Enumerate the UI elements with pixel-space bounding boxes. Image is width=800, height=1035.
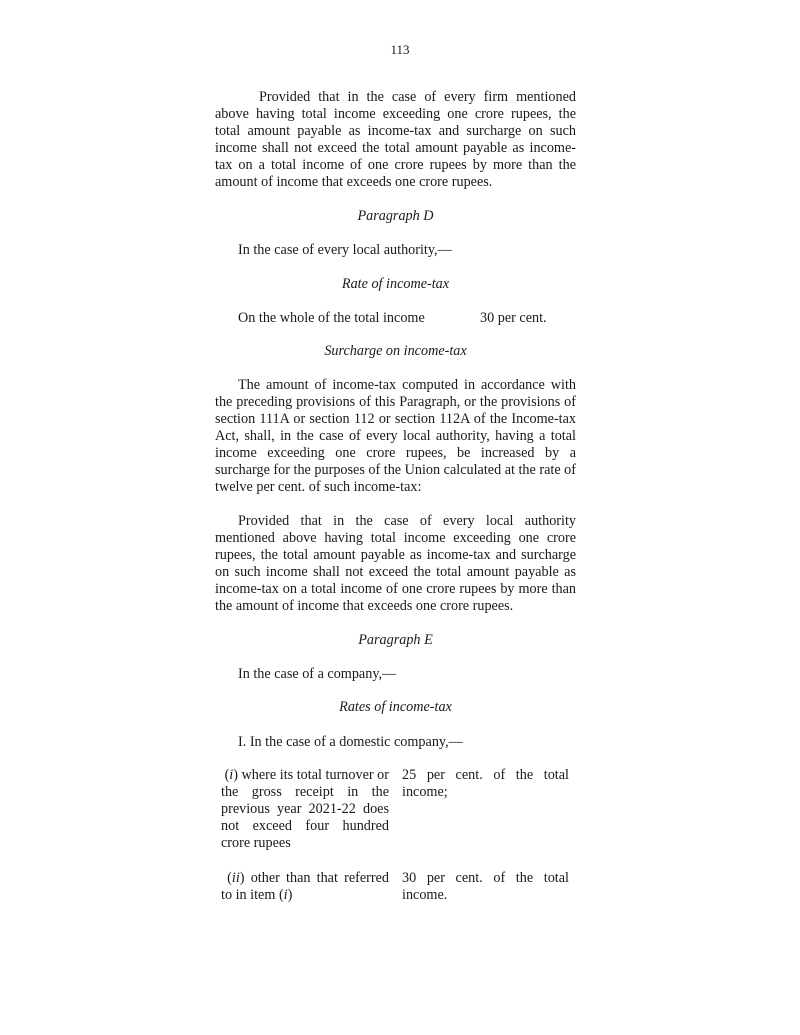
item-ii-marker: ii — [231, 870, 240, 886]
paragraph-d-surcharge-text: The amount of income-tax computed in accordance with the preceding provisions of this Paragraph, or the provisions of section 111A or section 112 or section 112A of the Income-tax Act, shall, in the case of every local authority, having a total income exceeding one crore rupees, be increased by a surcharge for the purposes of the Union calculated at the rate of twelve per cent. of such income-tax: — [215, 377, 576, 495]
firm-proviso-paragraph: Provided that in the case of every firm mentioned above having total income exceeding one crore rupees, the total amount payable as income-tax and surcharge on such income shall not exceed the total amount payable as income-tax on a total income of one crore rupees by more than the amount of income that exceeds one crore rupees. — [215, 89, 576, 190]
paragraph-d-intro: In the case of every local authority,— — [238, 242, 452, 258]
item-i-condition-text: where its total turnover or the gross receipt in the previous year 2021-22 does not exceed four hundred crore rupees — [221, 767, 389, 851]
item-ii-condition: (ii) other than that referred to in item (i) — [221, 870, 389, 903]
item-i-rate: 25 per cent. of the total income; — [402, 767, 569, 800]
item-ii-condition-ref: i — [283, 887, 288, 903]
item-ii-rate: 30 per cent. of the total income. — [402, 870, 569, 903]
paragraph-d-rate-heading: Rate of income-tax — [341, 276, 450, 292]
paragraph-e-heading: Paragraph E — [358, 632, 433, 648]
paragraph-d-heading: Paragraph D — [357, 208, 434, 224]
item-i-condition: (i) where its total turnover or the gross receipt in the previous year 2021-22 does not exceed four hundred crore rupees — [221, 767, 389, 851]
paragraph-d-proviso: Provided that in the case of every local authority mentioned above having total income exceeding one crore rupees, the total amount payable as income-tax and surcharge on such income shall not exceed the total amount payable as income-tax on a total income of one crore rupees by more than the amount of income that exceeds one crore rupees. — [215, 513, 576, 614]
paragraph-e-rates-heading: Rates of income-tax — [339, 699, 452, 715]
page-number: 113 — [390, 42, 410, 57]
paragraph-d-surcharge-heading: Surcharge on income-tax — [324, 343, 467, 359]
item-ii-condition-text: other than that referred to in item — [221, 870, 389, 903]
paragraph-e-intro: In the case of a company,— — [238, 666, 397, 682]
paragraph-e-domestic-intro: I. In the case of a domestic company,— — [238, 734, 463, 750]
item-i-marker: i — [229, 767, 234, 783]
paragraph-d-rate-label: On the whole of the total income — [238, 310, 425, 326]
paragraph-d-rate-value: 30 per cent. — [480, 310, 547, 326]
